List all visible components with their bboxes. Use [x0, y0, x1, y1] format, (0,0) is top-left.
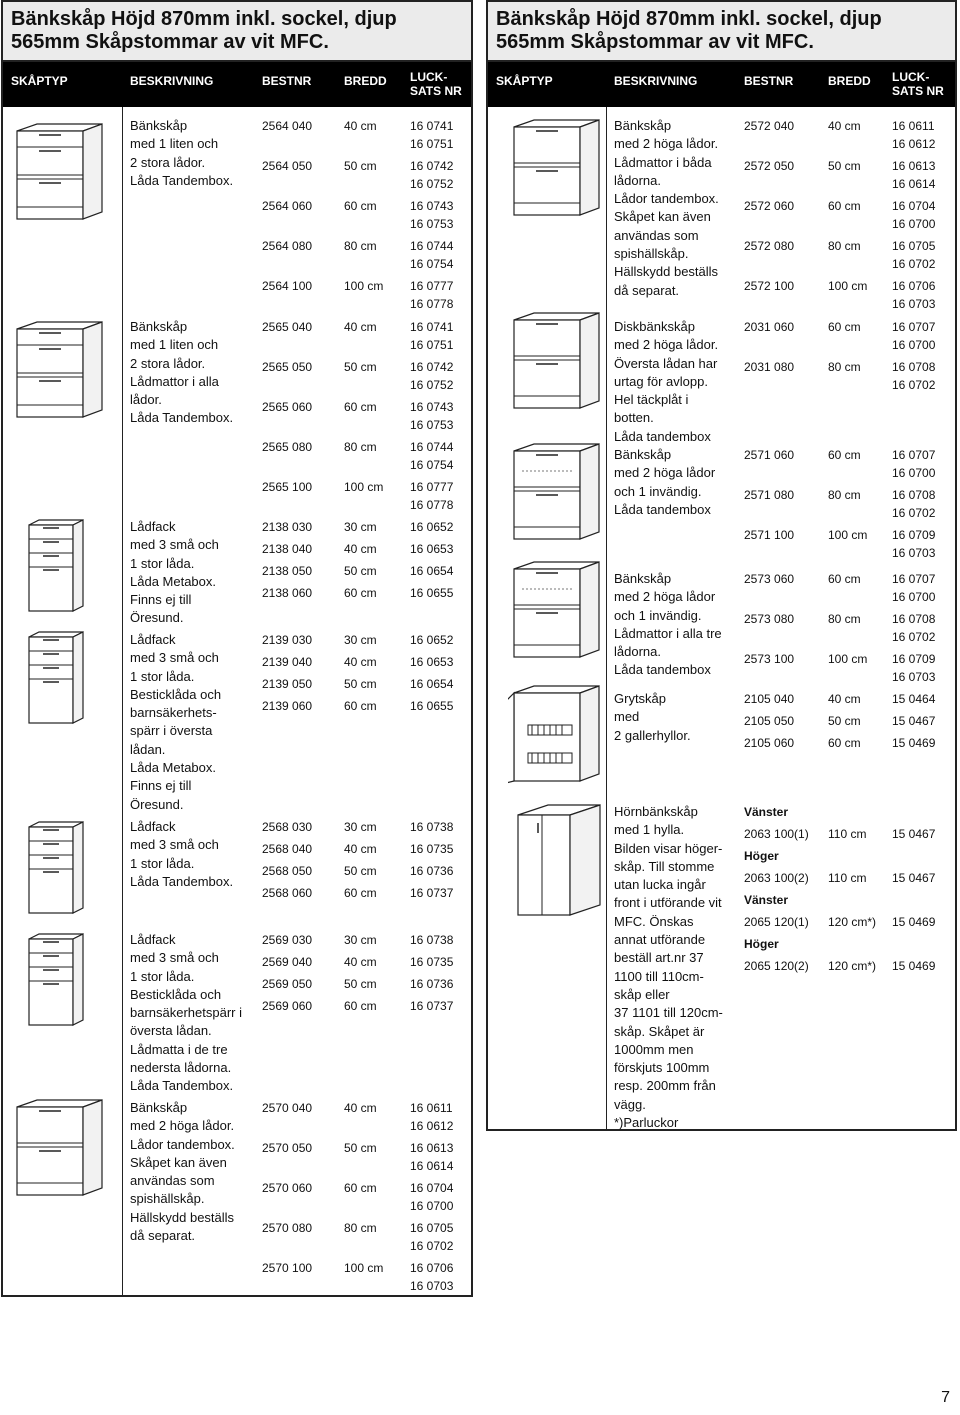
width-value: 50 cm	[344, 977, 377, 991]
description-13: Hörnbänkskåp med 1 hylla. Bilden visar höger- skåp. Till stomme utan lucka ingår front i utförande vit MFC. Önskas annat utförande beställ art.nr 37 1100 till 110cm- skåp eller 37 1101 till 120cm- skåp. Skåpet är 1000mm men förskjuts 100mm resp. 200mm från vägg. *)Parluckor	[614, 804, 723, 1131]
width-value: 60 cm	[344, 400, 377, 414]
width-value: 60 cm	[344, 586, 377, 600]
width-value: 30 cm	[344, 820, 377, 834]
door-set-number: 16 0742 16 0752	[410, 159, 454, 191]
order-number: 2569 050	[262, 977, 313, 991]
description-8: Bänkskåp med 2 höga lådor. Lådmattor i båda lådorna. Lådor tandembox. Skåpet kan även användas som spishällskåp. Hällskydd beställs då separat.	[614, 118, 719, 298]
door-set-number: 16 0611 16 0612	[892, 119, 936, 151]
width-value: 120 cm*)	[828, 915, 877, 929]
width-value: 50 cm	[344, 159, 377, 173]
order-number: 2571 100	[744, 528, 795, 542]
width-value: 40 cm	[344, 842, 377, 856]
order-number: 2138 050	[262, 564, 313, 578]
order-number: 2565 080	[262, 440, 313, 454]
width-value: 60 cm	[344, 199, 377, 213]
order-number: 2565 060	[262, 400, 313, 414]
width-value: 60 cm	[344, 699, 377, 713]
door-set-number: 16 0744 16 0754	[410, 440, 454, 472]
door-set-number: 16 0654	[410, 677, 454, 691]
cabinet-drawing-2-high-drawers-mats	[508, 119, 600, 217]
door-set-number: 16 0735	[410, 955, 454, 969]
order-number: 2571 060	[744, 448, 795, 462]
cabinet-drawing-3-drawers	[11, 123, 103, 221]
door-set-number: 16 0613 16 0614	[410, 1141, 454, 1173]
page-number: 7	[941, 1389, 950, 1406]
door-set-number: 16 0704 16 0700	[892, 199, 936, 231]
width-value: 80 cm	[344, 239, 377, 253]
order-number: 2568 040	[262, 842, 313, 856]
width-value: 40 cm	[344, 119, 377, 133]
order-number: 2569 040	[262, 955, 313, 969]
width-value: 60 cm	[344, 1181, 377, 1195]
width-value: 60 cm	[344, 886, 377, 900]
door-set-number: 16 0655	[410, 586, 454, 600]
header-bredd: BREDD	[344, 74, 387, 88]
door-set-number: 16 0613 16 0614	[892, 159, 936, 191]
width-value: 80 cm	[828, 239, 861, 253]
width-value: 50 cm	[344, 864, 377, 878]
order-number: 2573 100	[744, 652, 795, 666]
width-value: 80 cm	[344, 1221, 377, 1235]
drawer-unit-4-drawers-drawing	[25, 519, 85, 613]
order-number: 2564 080	[262, 239, 313, 253]
width-value: 30 cm	[344, 633, 377, 647]
order-number: 2564 050	[262, 159, 313, 173]
order-number: 2570 060	[262, 1181, 313, 1195]
order-number: 2571 080	[744, 488, 795, 502]
door-set-number: 16 0735	[410, 842, 454, 856]
order-number: 2568 050	[262, 864, 313, 878]
width-value: 50 cm	[828, 714, 861, 728]
door-set-number: 16 0653	[410, 542, 454, 556]
order-number: 2565 100	[262, 480, 313, 494]
left-table-header	[3, 62, 471, 107]
corner-side-label: Vänster	[744, 805, 789, 819]
width-value: 80 cm	[828, 612, 861, 626]
sink-cabinet-drawing	[508, 312, 600, 410]
left-panel-title: Bänkskåp Höjd 870mm inkl. sockel, djup 565mm Skåpstommar av vit MFC.	[3, 2, 471, 62]
header-lucksats: LUCK- SATS NR	[410, 70, 462, 98]
door-set-number: 16 0707 16 0700	[892, 320, 936, 352]
door-set-number: 16 0655	[410, 699, 454, 713]
door-set-number: 16 0708 16 0702	[892, 360, 936, 392]
door-set-number: 16 0708 16 0702	[892, 488, 936, 520]
door-set-number: 15 0469	[892, 736, 936, 750]
right-panel-title: Bänkskåp Höjd 870mm inkl. sockel, djup 565mm Skåpstommar av vit MFC.	[488, 2, 955, 62]
door-set-number: 16 0738	[410, 933, 454, 947]
width-value: 80 cm	[344, 440, 377, 454]
width-value: 100 cm	[828, 652, 868, 666]
width-value: 40 cm	[344, 655, 377, 669]
width-value: 40 cm	[344, 955, 377, 969]
order-number: 2564 040	[262, 119, 313, 133]
right-table-header	[488, 62, 955, 107]
door-set-number: 16 0707 16 0700	[892, 448, 936, 480]
width-value: 40 cm	[828, 692, 861, 706]
width-value: 50 cm	[344, 677, 377, 691]
order-number: 2065 120(2)	[744, 959, 809, 973]
order-number: 2568 030	[262, 820, 313, 834]
door-set-number: 16 0706 16 0703	[410, 1261, 454, 1293]
door-set-number: 16 0743 16 0753	[410, 199, 454, 231]
door-set-number: 15 0464	[892, 692, 936, 706]
description-2: Bänkskåp med 1 liten och 2 stora lådor. Lådmattor i alla lådor. Låda Tandembox.	[130, 319, 234, 426]
drawer-unit-cutlery-drawing	[25, 631, 85, 725]
drawer-unit-tandembox-drawing	[25, 821, 85, 915]
order-number: 2573 080	[744, 612, 795, 626]
door-set-number: 16 0709 16 0703	[892, 528, 936, 560]
width-value: 60 cm	[828, 199, 861, 213]
width-value: 60 cm	[828, 448, 861, 462]
door-set-number: 16 0653	[410, 655, 454, 669]
cabinet-drawing-3-drawers-mats	[11, 321, 103, 419]
door-set-number: 15 0469	[892, 959, 936, 973]
width-value: 40 cm	[344, 542, 377, 556]
order-number: 2065 120(1)	[744, 915, 809, 929]
header-skaptyp: SKÅPTYP	[496, 74, 553, 88]
door-set-number: 16 0777 16 0778	[410, 480, 454, 512]
door-set-number: 16 0704 16 0700	[410, 1181, 454, 1213]
order-number: 2568 060	[262, 886, 313, 900]
width-value: 110 cm	[828, 827, 867, 841]
order-number: 2570 080	[262, 1221, 313, 1235]
order-number: 2063 100(2)	[744, 871, 809, 885]
header-lucksats: LUCK- SATS NR	[892, 70, 944, 98]
corner-cabinet-drawing	[508, 801, 604, 921]
description-4: Lådfack med 3 små och 1 stor låda. Besticklåda och barnsäkerhets- spärr i översta lådan. Låda Metabox. Finns ej till Öresund.	[130, 632, 222, 812]
width-value: 60 cm	[828, 320, 861, 334]
width-value: 30 cm	[344, 520, 377, 534]
width-value: 80 cm	[828, 488, 861, 502]
description-12: Grytskåp med 2 gallerhyllor.	[614, 691, 691, 743]
door-set-number: 16 0741 16 0751	[410, 119, 454, 151]
order-number: 2569 030	[262, 933, 313, 947]
width-value: 40 cm	[344, 1101, 377, 1115]
door-set-number: 16 0706 16 0703	[892, 279, 936, 311]
door-set-number: 16 0705 16 0702	[892, 239, 936, 271]
door-set-number: 16 0705 16 0702	[410, 1221, 454, 1253]
width-value: 40 cm	[344, 320, 377, 334]
width-value: 80 cm	[828, 360, 861, 374]
width-value: 40 cm	[828, 119, 861, 133]
width-value: 110 cm	[828, 871, 867, 885]
order-number: 2138 030	[262, 520, 313, 534]
door-set-number: 16 0743 16 0753	[410, 400, 454, 432]
door-set-number: 16 0652	[410, 520, 454, 534]
order-number: 2565 040	[262, 320, 313, 334]
width-value: 120 cm*)	[828, 959, 877, 973]
width-value: 100 cm	[828, 279, 868, 293]
width-value: 100 cm	[344, 1261, 384, 1275]
cabinet-drawing-2-drawers-internal	[508, 443, 600, 541]
order-number: 2572 050	[744, 159, 795, 173]
order-number: 2570 050	[262, 1141, 313, 1155]
header-bestnr: BESTNR	[262, 74, 312, 88]
description-3: Lådfack med 3 små och 1 stor låda. Låda Metabox. Finns ej till Öresund.	[130, 519, 219, 626]
door-set-number: 15 0467	[892, 871, 936, 885]
width-value: 50 cm	[828, 159, 861, 173]
order-number: 2138 060	[262, 586, 313, 600]
order-number: 2572 080	[744, 239, 795, 253]
description-1: Bänkskåp med 1 liten och 2 stora lådor. Låda Tandembox.	[130, 118, 234, 188]
left-catalog-panel	[1, 0, 473, 1297]
order-number: 2573 060	[744, 572, 795, 586]
order-number: 2031 080	[744, 360, 795, 374]
right-table-body	[488, 107, 955, 1129]
order-number: 2569 060	[262, 999, 313, 1013]
header-bestnr: BESTNR	[744, 74, 794, 88]
order-number: 2572 100	[744, 279, 795, 293]
door-set-number: 16 0737	[410, 999, 454, 1013]
corner-side-label: Höger	[744, 849, 779, 863]
door-set-number: 16 0736	[410, 977, 454, 991]
door-set-number: 16 0777 16 0778	[410, 279, 454, 311]
door-set-number: 16 0744 16 0754	[410, 239, 454, 271]
door-set-number: 16 0708 16 0702	[892, 612, 936, 644]
order-number: 2138 040	[262, 542, 313, 556]
width-value: 50 cm	[344, 1141, 377, 1155]
description-5: Lådfack med 3 små och 1 stor låda. Låda Tandembox.	[130, 819, 234, 889]
door-set-number: 16 0738	[410, 820, 454, 834]
order-number: 2139 030	[262, 633, 313, 647]
door-set-number: 15 0467	[892, 827, 936, 841]
door-set-number: 16 0652	[410, 633, 454, 647]
width-value: 100 cm	[344, 480, 384, 494]
corner-side-label: Höger	[744, 937, 779, 951]
order-number: 2105 040	[744, 692, 795, 706]
order-number: 2139 050	[262, 677, 313, 691]
width-value: 60 cm	[344, 999, 377, 1013]
door-set-number: 16 0737	[410, 886, 454, 900]
order-number: 2570 100	[262, 1261, 313, 1275]
order-number: 2063 100(1)	[744, 827, 809, 841]
description-7: Bänkskåp med 2 höga lådor. Lådor tandembox. Skåpet kan även användas som spishällskåp. Hällskydd beställs då separat.	[130, 1100, 235, 1244]
width-value: 30 cm	[344, 933, 377, 947]
door-set-number: 16 0611 16 0612	[410, 1101, 454, 1133]
cabinet-drawing-2-drawers-internal-mats	[508, 561, 600, 659]
order-number: 2139 060	[262, 699, 313, 713]
description-9: Diskbänkskåp med 2 höga lådor. Översta lådan har urtag för avlopp. Hel täckplåt i botten. Låda tandembox	[614, 319, 719, 444]
width-value: 100 cm	[828, 528, 868, 542]
description-6: Lådfack med 3 små och 1 stor låda. Besticklåda och barnsäkerhetspärr i översta lådan. Lådmatta i de tre nedersta lådorna. Låda Tandembox.	[130, 932, 242, 1094]
width-value: 60 cm	[828, 572, 861, 586]
order-number: 2570 040	[262, 1101, 313, 1115]
order-number: 2105 060	[744, 736, 795, 750]
door-set-number: 15 0469	[892, 915, 936, 929]
corner-side-label: Vänster	[744, 893, 789, 907]
door-set-number: 16 0654	[410, 564, 454, 578]
door-set-number: 16 0707 16 0700	[892, 572, 936, 604]
drawer-unit-tandembox-cutlery-drawing	[25, 933, 85, 1027]
order-number: 2031 060	[744, 320, 795, 334]
width-value: 50 cm	[344, 564, 377, 578]
door-set-number: 16 0742 16 0752	[410, 360, 454, 392]
door-set-number: 16 0709 16 0703	[892, 652, 936, 684]
order-number: 2565 050	[262, 360, 313, 374]
door-set-number: 16 0736	[410, 864, 454, 878]
width-value: 60 cm	[828, 736, 861, 750]
width-value: 100 cm	[344, 279, 384, 293]
header-skaptyp: SKÅPTYP	[11, 74, 68, 88]
description-10: Bänkskåp med 2 höga lådor och 1 invändig. Låda tandembox	[614, 447, 716, 517]
header-bredd: BREDD	[828, 74, 871, 88]
header-beskrivning: BESKRIVNING	[130, 74, 214, 88]
order-number: 2572 060	[744, 199, 795, 213]
cabinet-drawing-2-high-drawers	[11, 1099, 103, 1197]
order-number: 2139 040	[262, 655, 313, 669]
order-number: 2564 060	[262, 199, 313, 213]
door-set-number: 16 0741 16 0751	[410, 320, 454, 352]
pot-cabinet-drawing	[508, 685, 600, 785]
left-table-body	[3, 107, 471, 1295]
order-number: 2105 050	[744, 714, 795, 728]
order-number: 2564 100	[262, 279, 313, 293]
right-catalog-panel	[486, 0, 957, 1131]
order-number: 2572 040	[744, 119, 795, 133]
width-value: 50 cm	[344, 360, 377, 374]
description-11: Bänkskåp med 2 höga lådor och 1 invändig. Lådmattor i alla tre lådorna. Låda tandembox	[614, 571, 722, 678]
header-beskrivning: BESKRIVNING	[614, 74, 698, 88]
door-set-number: 15 0467	[892, 714, 936, 728]
